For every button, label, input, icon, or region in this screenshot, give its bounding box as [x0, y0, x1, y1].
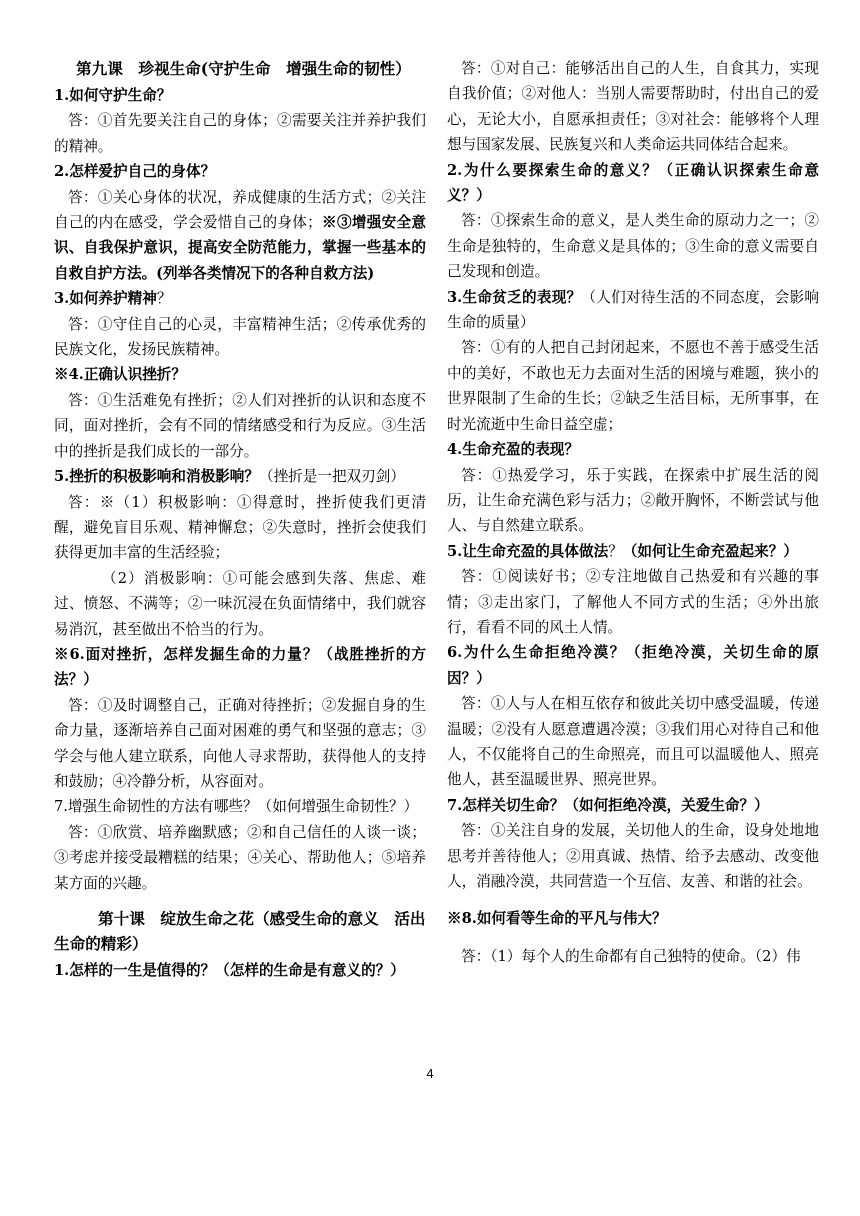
answer-text: 答：①关注自身的发展，关切他人的生命，设身处地地思考并善待他人；②用真诚、热情、给予去感动、改变他人，消融冷漠，共同营造一个互信、友善、和谐的社会。 — [447, 822, 819, 890]
question-heading: 7.怎样关切生命？（如何拒绝冷漠，关爱生命？） — [447, 796, 769, 814]
lesson-9-title: 第九课 珍视生命(守护生命 增强生命的韧性） — [76, 59, 411, 78]
question-bold: （如何让生命充盈起来？） — [622, 542, 798, 560]
question-heading — [54, 464, 426, 489]
question-heading: 2.为什么要探索生命的意义？（正确认识探索生命意义？） — [447, 161, 819, 205]
answer-text: 答：①守住自己的心灵，丰富精神生活；②传承优秀的民族文化，发扬民族精神。 — [54, 315, 426, 359]
answer-text: 答：①欣赏、培养幽默感；②和自己信任的人谈一谈；③考虑并接受最糟糕的结果；④关心、帮助他人；⑤培养某方面的兴趣。 — [54, 823, 426, 892]
question-bold: 5.让生命充盈的具体做法 — [447, 542, 609, 560]
question-heading: 1.如何守护生命？ — [54, 87, 172, 104]
answer-text — [54, 185, 426, 287]
question-heading: 7.增强生命韧性的方法有哪些？（如何增强生命韧性？） — [54, 798, 419, 816]
answer-text: 答：①阅读好书；②专注地做自己热爱和有兴趣的事情；③走出家门，了解他人不同方式的生活；④外出旅行，看看不同的风土人情。 — [447, 568, 819, 636]
left-column — [54, 56, 426, 983]
lesson-10-title: 第十课 绽放生命之花（感受生命的意义 活出生命的精彩） — [54, 909, 426, 953]
answer-text: 答：①有的人把自己封闭起来，不愿也不善于感受生活中的美好，不敢也无力去面对生活的困境与难题，狭小的世界限制了生命的生长；②缺乏生活目标，无所事事，在时光流逝中生命日益空虚； — [447, 339, 819, 433]
question-heading — [447, 539, 819, 564]
question-heading: 1.怎样的一生是值得的？（怎样的生命是有意义的？） — [54, 962, 405, 979]
question-heading — [447, 285, 819, 336]
answer-text: 答：①对自己：能够活出自己的人生，自食其力，实现自我价值；②对他人：当别人需要帮助时，付出自己的爱心，无论大小，自愿承担责任；③对社会：能够将个人理想与国家发展、民族复兴和人类命运共同体结合起来。 — [447, 60, 819, 154]
answer-text: 答：（1）每个人的生命都有自己独特的使命。（2）伟 — [461, 947, 801, 965]
answer-text: 答：①首先要关注自己的身体；②需要关注并养护我们的精神。 — [54, 112, 426, 155]
question-note: （挫折是一把双刃剑） — [258, 468, 405, 486]
question-heading — [54, 286, 426, 311]
answer-text: 答：※（1）积极影响：①得意时，挫折使我们更清醒，避免盲目乐观、精神懈怠；②失意时，挫折会使我们获得更加丰富的生活经验； — [54, 493, 426, 562]
answer-text: 答：①人与人在相互依存和彼此关切中感受温暖，传递温暖；②没有人愿意遭遇冷漠；③我们用心对待自己和他人，不仅能将自己的生命照亮，而且可以温暖他人、照亮他人，甚至温暖世界、照亮世界。 — [447, 695, 819, 789]
answer-text: （2）消极影响：①可能会感到失落、焦虑、难过、愤怒、不满等；②一味沉浸在负面情绪中，我们就容易消沉，甚至做出不恰当的行为。 — [54, 569, 426, 638]
question-heading: ※6.面对挫折，怎样发掘生命的力量？（战胜挫折的方法？） — [54, 645, 426, 689]
question-bold: 5.挫折的积极影响和消极影响？ — [54, 468, 259, 486]
question-heading: 4.生命充盈的表现？ — [447, 441, 579, 459]
question-note: （人们对待生活的不同态度，会影响生命的质量） — [447, 288, 819, 332]
question-mark: ？ — [156, 290, 172, 308]
question-bold: 3.如何养护精神 — [54, 290, 157, 308]
right-column — [447, 56, 819, 969]
question-heading: 2.怎样爱护自己的身体？ — [54, 163, 216, 181]
answer-text: 答：①探索生命的意义，是人类生命的原动力之一；②生命是独特的，生命意义是具体的；③生命的意义需要自己发现和创造。 — [447, 212, 819, 281]
question-heading: ※4.正确认识挫折？ — [54, 366, 186, 384]
answer-text: 答：①及时调整自己，正确对待挫折；②发掘自身的生命力量，逐渐培养自己面对困难的勇气和坚强的意志；③学会与他人建立联系，向他人寻求帮助，获得他人的支持和鼓励；④冷静分析，从容面对。 — [54, 696, 426, 790]
answer-normal: 答：①关心身体的状况，养成健康的生活方式；②关注自己的内在感受，学会爱惜自己的身体； — [54, 188, 426, 232]
answer-text: 答：①生活难免有挫折；②人们对挫折的认识和态度不同，面对挫折，会有不同的情绪感受和行为反应。③生活中的挫折是我们成长的一部分。 — [54, 391, 426, 460]
question-heading: 6.为什么生命拒绝冷漠？（拒绝冷漠，关切生命的原因？） — [447, 644, 819, 687]
question-bold: 3.生命贫乏的表现？ — [447, 288, 582, 306]
question-heading: ※8.如何看等生命的平凡与伟大？ — [447, 910, 667, 928]
answer-bold: ※③增强安全意识、自我保护意识，提高安全防范能力，掌握一些基本的自救自护方法。(列举各类情况下的各种自救方法) — [54, 214, 426, 282]
answer-text: 答：①热爱学习，乐于实践，在探索中扩展生活的阅历，让生命充满色彩与活力；②敞开胸怀，不断尝试与他人、与自然建立联系。 — [447, 466, 819, 535]
question-mark: ？ — [608, 542, 623, 560]
page-number: 4 — [426, 1066, 434, 1081]
